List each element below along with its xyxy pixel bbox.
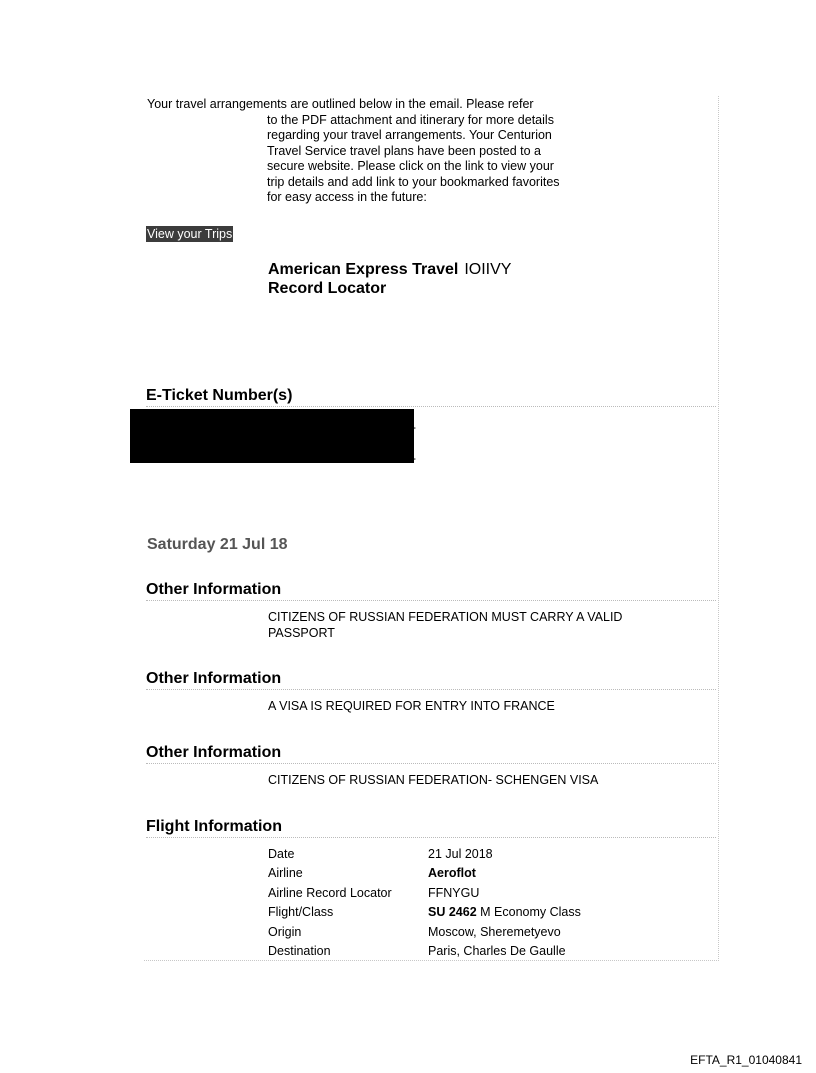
flight-info-heading: Flight Information [146,817,716,838]
flight-label: Flight/Class [268,905,334,920]
flight-row-date [268,845,581,864]
eticket-heading: E-Ticket Number(s) [146,386,716,407]
document-id-footer: EFTA_R1_01040841 [690,1053,802,1067]
intro-line: regarding your travel arrangements. Your Centurion [267,128,552,142]
flight-label: Date [268,847,295,861]
record-locator-block [268,260,511,298]
intro-line: Travel Service travel plans have been posted to a [267,143,541,158]
flight-row-record-locator [268,884,581,903]
flight-label: Airline Record Locator [268,885,392,900]
ticket-dash: - [412,451,416,465]
other-info-heading: Other Information [146,669,716,690]
other-info-heading: Other Information [146,743,716,764]
flight-row-airline [268,864,581,883]
flight-label: Destination [268,944,331,959]
intro-line: to the PDF attachment and itinerary for more details [267,112,554,127]
redaction-box [130,409,414,463]
flight-value: Paris, Charles De Gaulle [428,944,566,959]
ticket-dash: - [412,420,416,434]
flight-value: Moscow, Sheremetyevo [428,924,561,939]
flight-row-flight-class [268,903,581,922]
other-info-heading: Other Information [146,580,716,601]
intro-line: trip details and add link to your bookmarked favorites [267,174,560,189]
flight-number: SU 2462 [428,905,477,920]
date-heading: Saturday 21 Jul 18 [147,536,288,553]
locator-label: American Express Travel [268,261,459,278]
intro-line: secure website. Please click on the link to view your [267,159,554,173]
intro-continuation [267,113,612,206]
flight-label: Origin [268,924,302,939]
view-trips-link[interactable]: View your Trips [147,227,233,241]
flight-row-destination [268,942,581,961]
other-info-text: CITIZENS OF RUSSIAN FEDERATION MUST CARRY A VALID PASSPORT [268,610,623,640]
other-info-text: CITIZENS OF RUSSIAN FEDERATION- SCHENGEN VISA [268,773,599,787]
flight-details-table [268,845,581,961]
flight-value-airline: Aeroflot [428,866,476,881]
other-info-text: A VISA IS REQUIRED FOR ENTRY INTO FRANCE [268,699,555,713]
locator-code: IOIIVY [464,261,512,278]
intro-first-line: Your travel arrangements are outlined below in the email. Please refer [147,97,534,111]
flight-row-origin [268,923,581,942]
flight-label: Airline [268,866,303,881]
flight-value: 21 Jul 2018 [428,847,493,861]
intro-line: for easy access in the future: [267,190,427,204]
flight-value: FFNYGU [428,885,480,900]
locator-label-line2: Record Locator [268,280,387,297]
flight-class: M Economy Class [480,905,581,920]
